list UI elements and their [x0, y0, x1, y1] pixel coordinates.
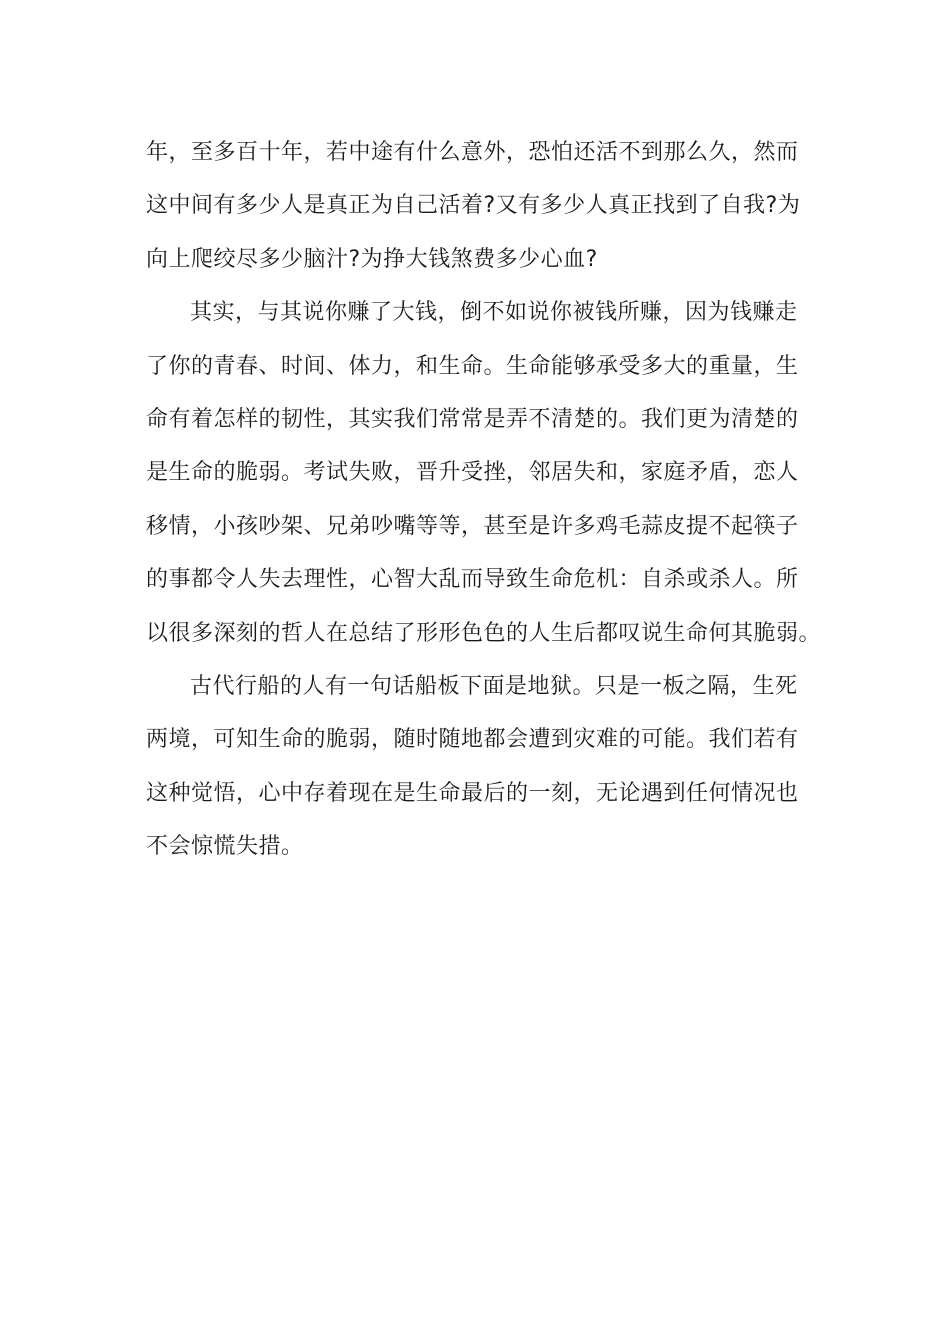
- paragraph-1-line-3: 向上爬绞尽多少脑汁?为挣大钱煞费多少心血?: [146, 246, 598, 272]
- paragraph-1-line-2: 这中间有多少人是真正为自己活着?又有多少人真正找到了自我?为: [146, 193, 801, 219]
- paragraph-3-line-3: 这种觉悟，心中存着现在是生命最后的一刻，无论遇到任何情况也: [146, 780, 799, 806]
- paragraph-2-line-3: 命有着怎样的韧性，其实我们常常是弄不清楚的。我们更为清楚的: [146, 406, 799, 432]
- paragraph-2-line-2: 了你的青春、时间、体力，和生命。生命能够承受多大的重量，生: [146, 353, 799, 379]
- body-text: [146, 126, 822, 873]
- paragraph-1-line-1: 年，至多百十年，若中途有什么意外，恐怕还活不到那么久，然而: [146, 140, 799, 165]
- paragraph-2-line-7: 以很多深刻的哲人在总结了形形色色的人生后都叹说生命何其脆弱。: [146, 620, 822, 646]
- paragraph-3-line-2: 两境，可知生命的脆弱，随时随地都会遭到灾难的可能。我们若有: [146, 727, 799, 753]
- paragraph-3-line-4: 不会惊慌失措。: [146, 834, 304, 860]
- paragraph-2-line-6: 的事都令人失去理性，心智大乱而导致生命危机：自杀或杀人。所: [146, 567, 799, 593]
- paragraph-2-line-1: 其实，与其说你赚了大钱，倒不如说你被钱所赚，因为钱赚走: [190, 300, 798, 326]
- paragraph-2-line-5: 移情，小孩吵架、兄弟吵嘴等等，甚至是许多鸡毛蒜皮提不起筷子: [146, 513, 799, 539]
- paragraph-3-line-1: 古代行船的人有一句话船板下面是地狱。只是一板之隔，生死: [190, 673, 798, 699]
- paragraph-2-line-4: 是生命的脆弱。考试失败，晋升受挫，邻居失和，家庭矛盾，恋人: [146, 460, 799, 486]
